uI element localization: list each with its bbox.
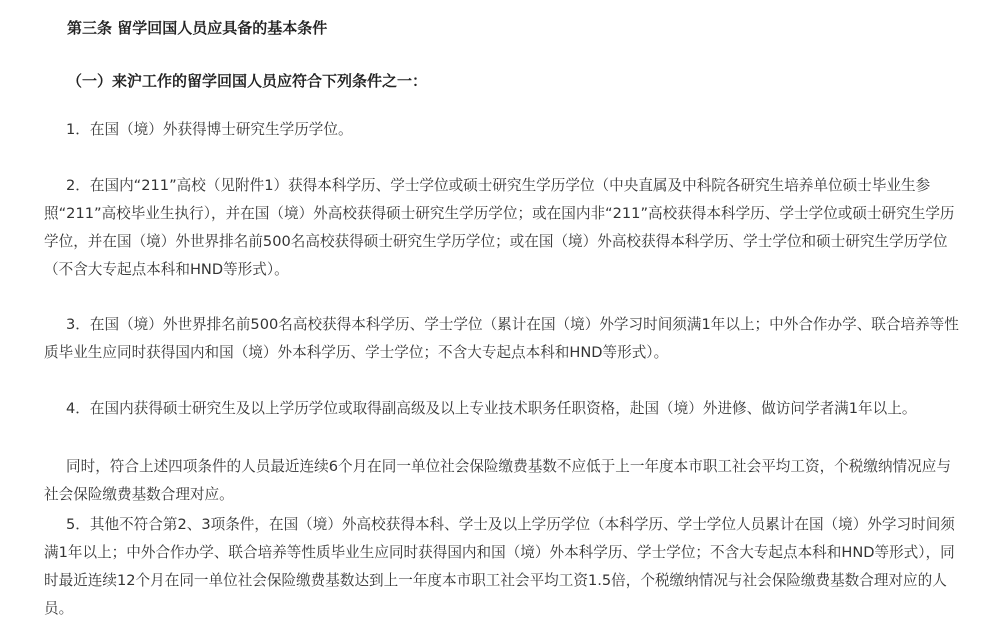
article-heading: 第三条 留学回国人员应具备的基本条件 xyxy=(67,19,328,37)
section-heading: （一）来沪工作的留学回国人员应符合下列条件之一： xyxy=(67,72,428,90)
condition-3-paragraph: 3．在国（境）外世界排名前500名高校获得本科学历、学士学位（累计在国（境）外学习时间须满1年以上；中外合作办学、联合培养等性质毕业生应同时获得国内和国（境）外本科学历、学士学位；不含大专起点本科和HND等形式）。 xyxy=(44,316,959,361)
social-insurance-note-paragraph: 同时，符合上述四项条件的人员最近连续6个月在同一单位社会保险缴费基数不应低于上一年度本市职工社会平均工资，个税缴纳情况应与社会保险缴费基数合理对应。 xyxy=(44,458,951,503)
condition-4-paragraph: 4．在国内获得硕士研究生及以上学历学位或取得副高级及以上专业技术职务任职资格，赴国（境）外进修、做访问学者满1年以上。 xyxy=(66,400,917,417)
condition-1-paragraph: 1．在国（境）外获得博士研究生学历学位。 xyxy=(66,121,353,138)
condition-2-paragraph: 2．在国内“211”高校（见附件1）获得本科学历、学士学位或硕士研究生学历学位（中央直属及中科院各研究生培养单位硕士毕业生参照“211”高校毕业生执行），并在国（境）外高校获得硕士研究生学历学位；或在国内非“211”高校获得本科学历、学士学位或硕士研究生学历学位，并在国（境）外世界排名前500名高校获得硕士研究生学历学位；或在国（境）外高校获得本科学历、学士学位和硕士研究生学历学位（不含大专起点本科和HND等形式）。 xyxy=(44,177,955,278)
condition-5-paragraph: 5．其他不符合第2、3项条件，在国（境）外高校获得本科、学士及以上学历学位（本科学历、学士学位人员累计在国（境）外学习时间须满1年以上；中外合作办学、联合培养等性质毕业生应同时获得国内和国（境）外本科学历、学士学位；不含大专起点本科和HND等形式），同时最近连续12个月在同一单位社会保险缴费基数达到上一年度本市职工社会平均工资1.5倍，个税缴纳情况与社会保险缴费基数合理对应的人员。 xyxy=(44,516,955,617)
